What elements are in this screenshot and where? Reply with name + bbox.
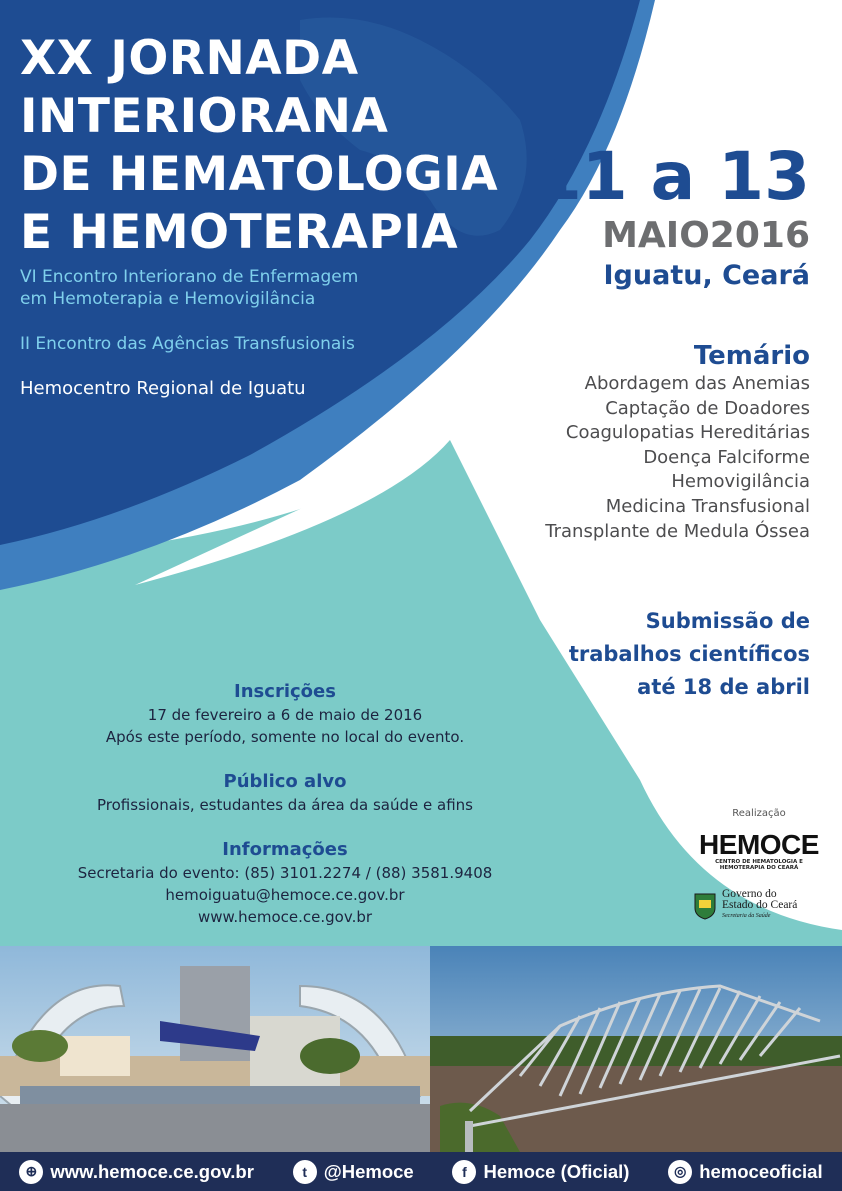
hemoce-logo: HEMOCE	[699, 829, 819, 860]
subtitle-enfermagem-line-1: VI Encontro Interiorano de Enfermagem	[20, 267, 359, 287]
realizacao-label: Realização	[732, 808, 786, 819]
governo-line-2: Estado do Ceará	[722, 899, 798, 911]
event-days: 11 a 13	[535, 138, 810, 215]
temario-list	[545, 372, 810, 544]
informacoes-phone: Secretaria do evento: (85) 3101.2274 / (88) 3581.9408	[77, 864, 493, 882]
temario-item: Hemovigilância	[671, 471, 810, 493]
event-title	[20, 30, 498, 262]
subtitle-enfermagem	[20, 266, 358, 310]
informacoes-website[interactable]: www.hemoce.ce.gov.br	[197, 908, 373, 926]
title-line-3: DE HEMATOLOGIA	[20, 147, 499, 202]
title-line-2: INTERIORANA	[20, 89, 389, 144]
submissao-line-3: até 18 de abril	[637, 675, 810, 699]
temario-item: Coagulopatias Hereditárias	[565, 422, 810, 444]
temario-item: Abordagem das Anemias	[584, 373, 810, 394]
footer-bar	[0, 1152, 842, 1191]
photos-strip	[0, 946, 842, 1152]
hemoce-tagline: CENTRO DE HEMATOLOGIA E HEMOTERAPIA DO CEARÁ	[715, 859, 803, 871]
iguatu-bridge-photo	[430, 946, 842, 1152]
governo-logo	[694, 889, 824, 922]
event-city: Iguatu, Ceará	[603, 260, 810, 291]
event-dates	[536, 140, 810, 294]
governo-line-1: Governo do	[722, 888, 777, 900]
inscricoes-note: Após este período, somente no local do evento.	[105, 728, 465, 746]
footer-twitter-label: @Hemoce	[323, 1160, 414, 1182]
inscricoes-dates: 17 de fevereiro a 6 de maio de 2016	[147, 706, 423, 724]
footer-facebook-label: Hemoce (Oficial)	[483, 1160, 630, 1182]
subtitle-agencias: II Encontro das Agências Transfusionais	[20, 334, 355, 354]
logos-block	[694, 808, 824, 922]
footer-website[interactable]	[19, 1160, 254, 1184]
subtitle-enfermagem-line-2: em Hemoterapia e Hemovigilância	[20, 289, 316, 309]
iguatu-monument-photo	[0, 946, 430, 1152]
globe-icon: ⊕	[19, 1160, 43, 1184]
temario-item: Medicina Transfusional	[605, 495, 810, 517]
twitter-icon: t	[293, 1160, 317, 1184]
governo-text	[722, 889, 797, 922]
title-line-1: XX JORNADA	[20, 31, 359, 86]
informacoes-heading: Informações	[222, 839, 348, 860]
footer-instagram[interactable]	[668, 1160, 822, 1184]
temario-heading: Temário	[693, 341, 810, 371]
publico-text: Profissionais, estudantes da área da saúde e afins	[97, 796, 473, 814]
informacoes-email[interactable]: hemoiguatu@hemoce.ce.gov.br	[165, 886, 405, 904]
informacoes-section	[60, 838, 510, 928]
publico-heading: Público alvo	[223, 771, 347, 792]
footer-website-label: www.hemoce.ce.gov.br	[50, 1160, 254, 1182]
footer-twitter[interactable]	[293, 1160, 414, 1184]
temario-section	[545, 340, 810, 544]
inscricoes-heading: Inscrições	[234, 681, 336, 702]
footer-facebook[interactable]	[452, 1160, 629, 1184]
instagram-icon: ◎	[668, 1160, 692, 1184]
ceara-coat-of-arms-icon	[694, 892, 716, 920]
inscricoes-section	[60, 680, 510, 748]
footer-instagram-label: hemoceoficial	[699, 1160, 823, 1182]
hemocentro-label: Hemocentro Regional de Iguatu	[20, 378, 306, 399]
publico-section	[60, 770, 510, 816]
title-line-4: E HEMOTERAPIA	[20, 205, 459, 260]
temario-item: Transplante de Medula Óssea	[545, 520, 810, 542]
event-month-year: MAIO2016	[602, 215, 810, 256]
temario-item: Captação de Doadores	[605, 397, 810, 419]
temario-item: Doença Falciforme	[643, 446, 810, 468]
facebook-icon: f	[452, 1160, 476, 1184]
governo-line-3: Secretaria da Saúde	[722, 913, 771, 919]
submissao-line-1: Submissão de	[645, 609, 810, 633]
submissao-line-2: trabalhos científicos	[568, 642, 810, 666]
submissao-notice	[569, 605, 810, 704]
